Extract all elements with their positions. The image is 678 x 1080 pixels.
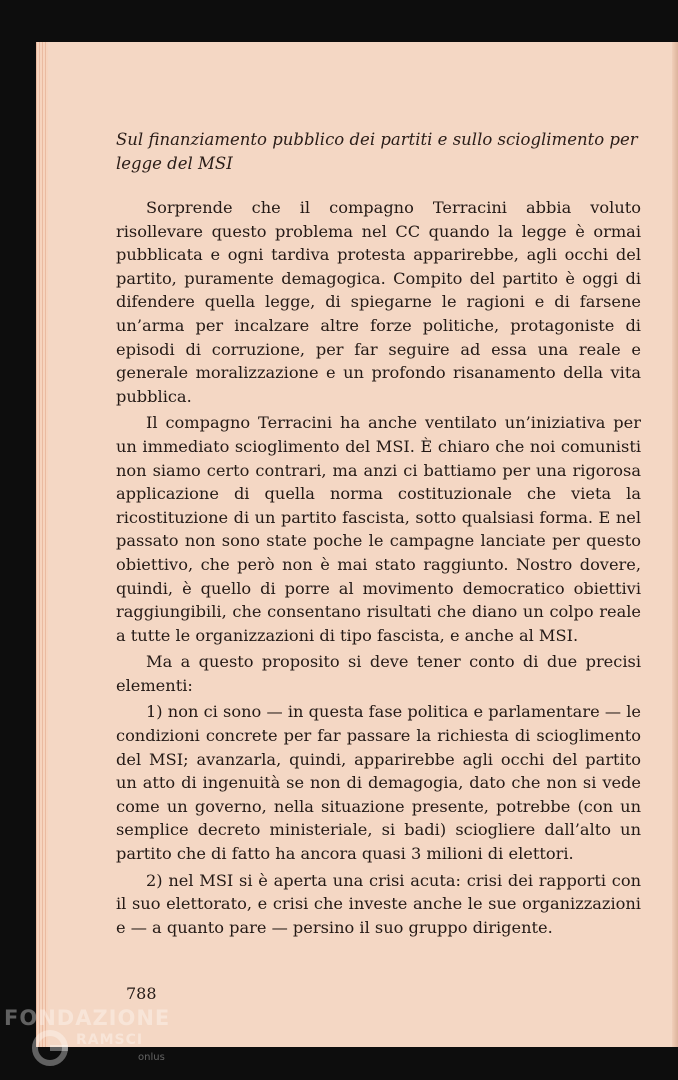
watermark-line-1: FONDAZIONE [4, 1006, 171, 1030]
paragraph-1: Sorprende che il compagno Terracini abbia voluto risollevare questo problema nel CC quando la legge è ormai pubblicata e ogni tardiva protesta apparirebbe, agli occhi del partito, puramente demagogica. Compito del partito è oggi di difendere quella legge, di spiegarne le ragioni e di farsene un’arma per incalzare altre forze politiche, protagoniste di episodi di corruzione, per far seguire ad essa una reale e generale moralizzazione e un profondo risanamento della vita pubblica. [116, 198, 641, 406]
body-text [116, 196, 641, 942]
section-title: Sul finanziamento pubblico dei partiti e sullo scioglimento per legge del MSI [116, 130, 638, 173]
paragraph-2: Il compagno Terracini ha anche ventilato un’iniziativa per un immediato scioglimento del MSI. È chiaro che noi comunisti non siamo certo contrari, ma anzi ci battiamo per una rigorosa applicazione di quella norma costituzionale che vieta la ricostituzione di un partito fascista, sotto qualsiasi forma. E nel passato non sono state poche le campagne lanciate per questo obiettivo, che però non è mai stato raggiunto. Nostro dovere, quindi, è quello di porre al movimento democratico obiettivi raggiungibili, che consentano risultati che diano un colpo reale a tutte le organizzazioni di tipo fascista, e anche al MSI. [116, 413, 641, 645]
paragraph-4: 1) non ci sono — in questa fase politica e parlamentare — le condizioni concrete per far passare la richiesta di scioglimento del MSI; avanzarla, quindi, apparirebbe agli occhi del partito un atto di ingenuità se non di demagogia, dato che non si vede come un governo, nella situazione presente, potrebbe (con un semplice decreto ministeriale, si badi) sciogliere dall’alto un partito che di fatto ha ancora quasi 3 milioni di elettori. [116, 702, 641, 864]
paragraph-3: Ma a questo proposito si deve tener conto di due precisi elementi: [116, 652, 641, 695]
paragraph-5: 2) nel MSI si è aperta una crisi acuta: crisi dei rapporti con il suo elettorato, e crisi che investe anche le sue organizzazioni e — a quanto pare — persino il suo gruppo dirigente. [116, 870, 641, 937]
watermark-logo [4, 1006, 184, 1076]
watermark-line-3: onlus [138, 1052, 165, 1063]
book-page [36, 42, 678, 1047]
page-number: 788 [126, 984, 157, 1003]
page-right-edge [672, 42, 678, 1047]
page-edge-stack [36, 42, 48, 1047]
gramsci-g-icon [30, 1028, 70, 1068]
watermark-line-2: RAMSCI [76, 1032, 144, 1048]
